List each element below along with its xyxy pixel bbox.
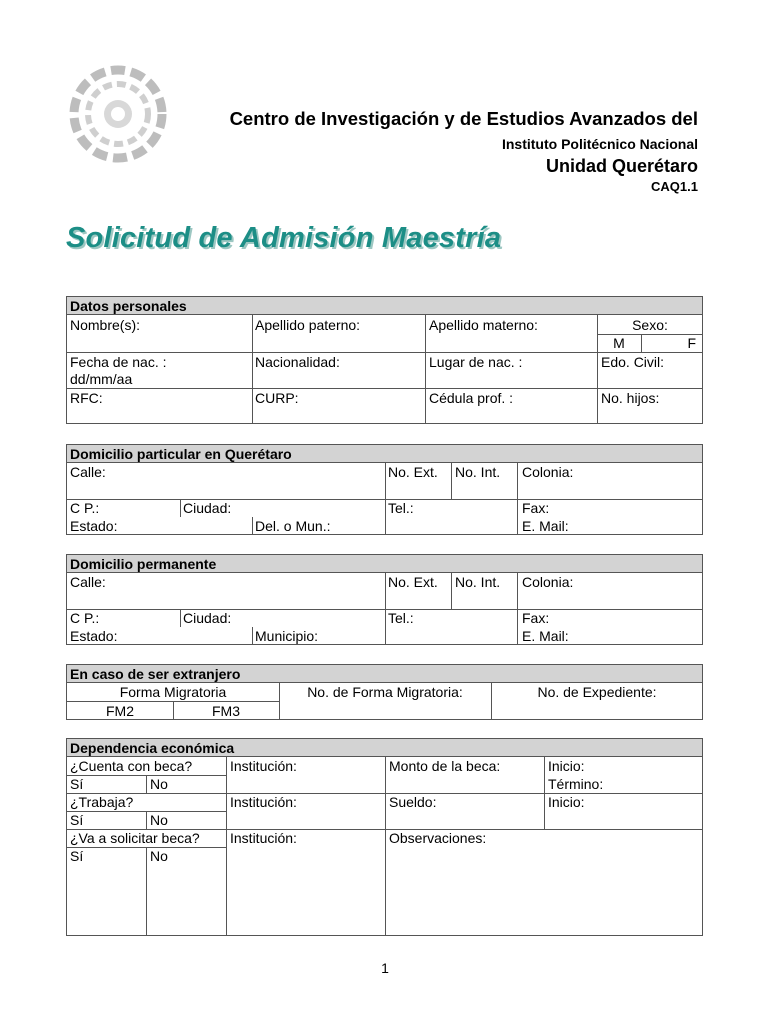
field-email[interactable]: E. Mail: [522,628,569,644]
field-calle[interactable]: Calle: [70,574,106,590]
sexo-m-option[interactable]: M [613,335,625,351]
field-calle[interactable]: Calle: [70,464,106,480]
field-lugar-nac[interactable]: Lugar de nac. : [429,354,523,370]
question-solicitar-beca: ¿Va a solicitar beca? [70,830,200,846]
field-edo-civil[interactable]: Edo. Civil: [601,354,665,370]
field-del-mun[interactable]: Del. o Mun.: [255,518,331,534]
field-fax[interactable]: Fax: [522,500,550,516]
field-tel[interactable]: Tel.: [388,610,414,626]
trabaja-si-option[interactable]: Sí [70,812,84,828]
field-inicio-beca[interactable]: Inicio: [548,758,585,774]
section-heading: En caso de ser extranjero [67,665,702,683]
section-heading: Dependencia económica [67,739,702,757]
field-ciudad[interactable]: Ciudad: [183,500,232,516]
field-no-int[interactable]: No. Int. [455,464,501,480]
field-apellido-materno[interactable]: Apellido materno: [429,317,538,333]
sexo-f-option[interactable]: F [687,335,696,351]
solicitar-no-option[interactable]: No [150,848,168,864]
field-email[interactable]: E. Mail: [522,518,569,534]
field-nombre[interactable]: Nombre(s): [70,317,141,333]
field-monto-beca[interactable]: Monto de la beca: [389,758,501,774]
institution-subname: Instituto Politécnico Nacional [501,136,698,152]
solicitar-si-option[interactable]: Sí [70,848,84,864]
field-no-hijos[interactable]: No. hijos: [601,390,660,406]
field-no-int[interactable]: No. Int. [455,574,501,590]
field-institucion-trabajo[interactable]: Institución: [230,794,297,810]
section-domicilio-queretaro [66,444,703,535]
question-trabaja: ¿Trabaja? [70,794,134,810]
field-no-ext[interactable]: No. Ext. [388,574,438,590]
field-no-ext[interactable]: No. Ext. [388,464,438,480]
field-termino-beca[interactable]: Término: [548,776,604,792]
field-municipio[interactable]: Municipio: [255,628,319,644]
section-datos-personales [66,296,703,424]
field-ciudad[interactable]: Ciudad: [183,610,232,626]
field-no-expediente[interactable]: No. de Expediente: [537,684,657,700]
trabaja-no-option[interactable]: No [150,812,168,828]
field-colonia[interactable]: Colonia: [522,574,574,590]
section-heading: Domicilio particular en Querétaro [67,445,702,463]
field-estado[interactable]: Estado: [70,628,118,644]
field-cedula[interactable]: Cédula prof. : [429,390,514,406]
cinvestav-logo [62,58,174,170]
field-fax[interactable]: Fax: [522,610,550,626]
page-number: 1 [381,960,389,976]
form-title: Solicitud de Admisión Maestría [66,222,502,254]
section-heading: Domicilio permanente [67,555,702,573]
unit-name: Unidad Querétaro [545,156,698,176]
field-institucion-solicitud[interactable]: Institución: [230,830,297,846]
question-cuenta-beca: ¿Cuenta con beca? [70,758,193,774]
section-heading: Datos personales [67,297,702,315]
field-curp[interactable]: CURP: [255,390,299,406]
field-tel[interactable]: Tel.: [388,500,414,516]
beca-si-option[interactable]: Sí [70,776,84,792]
section-domicilio-permanente [66,554,703,645]
fm2-option[interactable]: FM2 [106,703,134,719]
field-colonia[interactable]: Colonia: [522,464,574,480]
field-institucion-beca[interactable]: Institución: [230,758,297,774]
form-code: CAQ1.1 [651,179,698,194]
field-cp[interactable]: C P.: [70,610,100,626]
fm3-option[interactable]: FM3 [212,703,240,719]
beca-no-option[interactable]: No [150,776,168,792]
section-extranjero [66,664,703,720]
field-observaciones[interactable]: Observaciones: [389,830,487,846]
field-inicio-trabajo[interactable]: Inicio: [548,794,585,810]
field-sexo-label: Sexo: [632,317,668,333]
institution-name: Centro de Investigación y de Estudios Avanzados del [229,108,698,129]
section-dependencia-economica [66,738,703,936]
field-no-forma-migratoria[interactable]: No. de Forma Migratoria: [307,684,463,700]
forma-migratoria-label: Forma Migratoria [119,684,227,700]
field-nacionalidad[interactable]: Nacionalidad: [255,354,340,370]
field-estado[interactable]: Estado: [70,518,118,534]
field-apellido-paterno[interactable]: Apellido paterno: [255,317,361,333]
field-cp[interactable]: C P.: [70,500,100,516]
field-fecha-nac[interactable]: Fecha de nac. : [70,354,167,370]
field-sueldo[interactable]: Sueldo: [389,794,437,810]
field-rfc[interactable]: RFC: [70,390,103,406]
field-fecha-format: dd/mm/aa [70,371,133,387]
